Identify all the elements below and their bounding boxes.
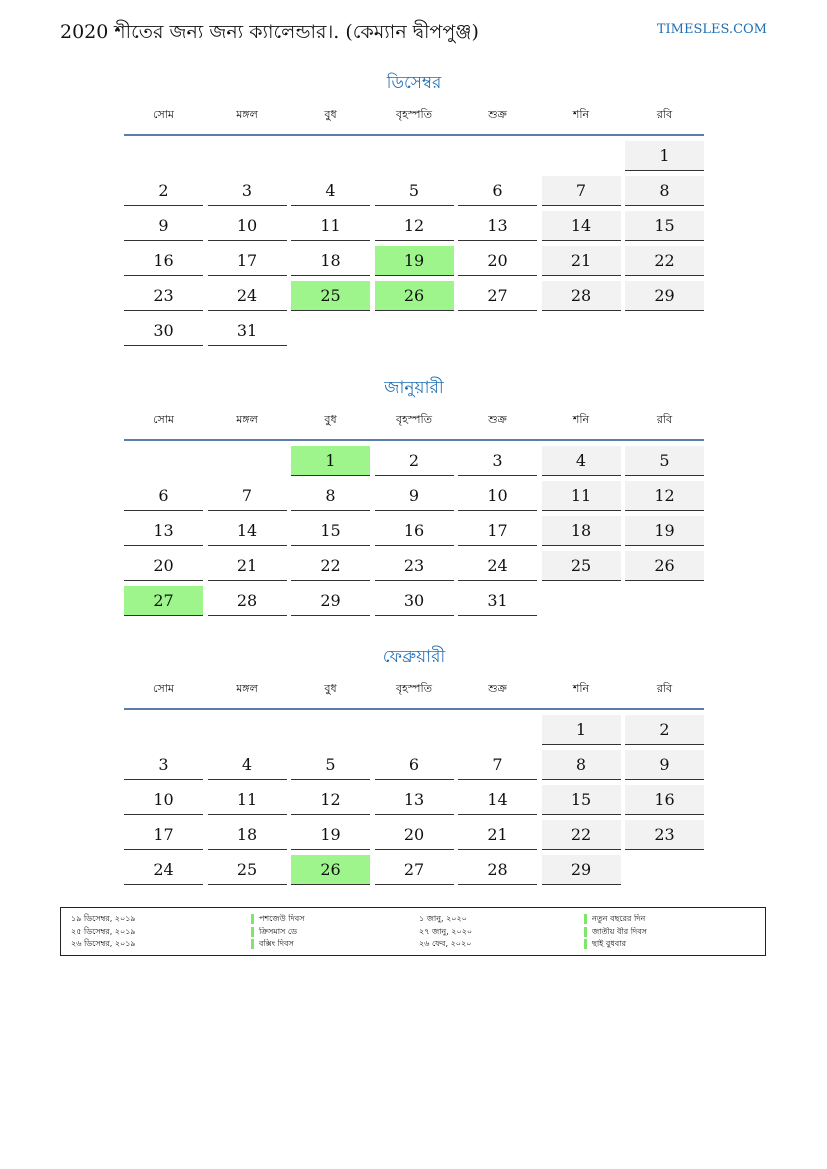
day-cell: 24 [458, 551, 537, 581]
weekday-label: রবি [656, 108, 673, 121]
legend-holiday-name: জাতীয় বীর দিবস [584, 927, 774, 937]
weekday-label: শনি [572, 108, 590, 121]
day-cell: 16 [625, 785, 704, 815]
weekday-header [124, 680, 704, 710]
holiday-day-cell: 19 [375, 246, 454, 276]
day-cell: 10 [124, 785, 203, 815]
empty-cell [208, 141, 287, 171]
weekday-label: রবি [656, 413, 673, 426]
holiday-day-cell: 26 [375, 281, 454, 311]
day-cell: 29 [625, 281, 704, 311]
weekday-label: শনি [572, 682, 590, 695]
holiday-day-cell: 26 [291, 855, 370, 885]
empty-cell [124, 141, 203, 171]
weekday-label: মঙ্গল [236, 413, 258, 426]
legend-holiday-name: বক্সিং দিবস [251, 939, 419, 949]
day-cell: 4 [542, 446, 621, 476]
weekday-label: বৃহস্পতি [396, 682, 432, 695]
empty-cell [291, 141, 370, 171]
day-cell: 7 [458, 750, 537, 780]
empty-cell [542, 141, 621, 171]
weekday-label: বৃহস্পতি [396, 108, 432, 121]
day-cell: 30 [375, 586, 454, 616]
empty-cell [208, 715, 287, 745]
day-cell: 17 [124, 820, 203, 850]
weekday-label: রবি [656, 682, 673, 695]
day-cell: 20 [375, 820, 454, 850]
day-grid [124, 446, 704, 616]
month-december [124, 70, 704, 346]
day-cell: 28 [208, 586, 287, 616]
day-cell: 16 [124, 246, 203, 276]
weekday-label: সোম [152, 108, 175, 121]
day-cell: 31 [458, 586, 537, 616]
day-cell: 15 [625, 211, 704, 241]
day-cell: 5 [291, 750, 370, 780]
month-title: ফেব্রুয়ারী [382, 647, 446, 667]
day-cell: 29 [291, 586, 370, 616]
day-cell: 21 [458, 820, 537, 850]
day-cell: 19 [625, 516, 704, 546]
day-cell: 28 [458, 855, 537, 885]
day-cell: 7 [208, 481, 287, 511]
day-cell: 22 [291, 551, 370, 581]
day-cell: 10 [458, 481, 537, 511]
weekday-label: বুধ [324, 413, 337, 426]
day-cell: 15 [542, 785, 621, 815]
day-cell: 1 [625, 141, 704, 171]
day-cell: 12 [375, 211, 454, 241]
weekday-label: সোম [152, 413, 175, 426]
day-cell: 25 [208, 855, 287, 885]
day-grid [124, 715, 704, 885]
day-cell: 13 [375, 785, 454, 815]
weekday-label: মঙ্গল [236, 108, 258, 121]
day-cell: 28 [542, 281, 621, 311]
weekday-label: শুক্র [488, 682, 507, 695]
day-cell: 2 [375, 446, 454, 476]
holiday-day-cell: 27 [124, 586, 203, 616]
day-cell: 7 [542, 176, 621, 206]
day-cell: 3 [458, 446, 537, 476]
day-cell: 26 [625, 551, 704, 581]
legend-date: ২৬ ফেব, ২০২০ [419, 939, 472, 948]
day-cell: 17 [458, 516, 537, 546]
weekday-label: বুধ [324, 108, 337, 121]
day-cell: 21 [208, 551, 287, 581]
day-cell: 4 [208, 750, 287, 780]
day-cell: 5 [375, 176, 454, 206]
empty-cell [458, 715, 537, 745]
month-title: ডিসেম্বর [386, 73, 442, 93]
weekday-label: শুক্র [488, 413, 507, 426]
weekday-label: সোম [152, 682, 175, 695]
day-cell: 12 [625, 481, 704, 511]
day-cell: 11 [291, 211, 370, 241]
month-february [124, 644, 704, 885]
empty-cell [124, 715, 203, 745]
weekday-label: বৃহস্পতি [396, 413, 432, 426]
day-cell: 29 [542, 855, 621, 885]
legend-holiday-name: পশজেউ দিবস [251, 914, 419, 924]
legend-date: ২৫ ডিসেম্বর, ২০১৯ [71, 926, 136, 936]
day-cell: 20 [458, 246, 537, 276]
weekday-label: শুক্র [488, 108, 507, 121]
day-cell: 3 [124, 750, 203, 780]
day-cell: 14 [542, 211, 621, 241]
month-january [124, 375, 704, 616]
day-cell: 9 [625, 750, 704, 780]
day-cell: 27 [458, 281, 537, 311]
day-cell: 25 [542, 551, 621, 581]
day-cell: 31 [208, 316, 287, 346]
holiday-day-cell: 1 [291, 446, 370, 476]
day-cell: 10 [208, 211, 287, 241]
weekday-header [124, 106, 704, 136]
empty-cell [208, 446, 287, 476]
day-cell: 23 [375, 551, 454, 581]
day-cell: 6 [375, 750, 454, 780]
empty-cell [375, 715, 454, 745]
day-cell: 11 [208, 785, 287, 815]
weekday-label: বুধ [324, 682, 337, 695]
day-cell: 20 [124, 551, 203, 581]
holiday-legend [60, 907, 766, 956]
empty-cell [124, 446, 203, 476]
day-cell: 14 [208, 516, 287, 546]
day-cell: 22 [625, 246, 704, 276]
day-cell: 23 [625, 820, 704, 850]
legend-holiday-name: ছাই বুধবার [584, 939, 774, 949]
legend-date: ২৭ জানু, ২০২০ [419, 926, 473, 936]
legend-date: ২৬ ডিসেম্বর, ২০১৯ [71, 939, 136, 948]
day-cell: 24 [208, 281, 287, 311]
day-cell: 15 [291, 516, 370, 546]
day-cell: 9 [375, 481, 454, 511]
day-cell: 27 [375, 855, 454, 885]
day-cell: 8 [291, 481, 370, 511]
empty-cell [375, 141, 454, 171]
day-cell: 2 [625, 715, 704, 745]
day-cell: 3 [208, 176, 287, 206]
day-cell: 13 [124, 516, 203, 546]
empty-cell [291, 715, 370, 745]
day-cell: 9 [124, 211, 203, 241]
day-cell: 13 [458, 211, 537, 241]
empty-cell [458, 141, 537, 171]
day-cell: 12 [291, 785, 370, 815]
day-cell: 22 [542, 820, 621, 850]
day-cell: 11 [542, 481, 621, 511]
holiday-day-cell: 25 [291, 281, 370, 311]
site-link[interactable]: TIMESLES.COM [656, 22, 767, 37]
day-cell: 5 [625, 446, 704, 476]
legend-date: ১৯ ডিসেম্বর, ২০১৯ [71, 914, 136, 923]
page-title: 2020 শীতের জন্য জন্য ক্যালেন্ডার।. (কেম্যান দ্বীপপুঞ্জ) [60, 21, 479, 43]
day-cell: 18 [208, 820, 287, 850]
day-cell: 16 [375, 516, 454, 546]
day-cell: 24 [124, 855, 203, 885]
weekday-label: শনি [572, 413, 590, 426]
day-cell: 30 [124, 316, 203, 346]
day-cell: 19 [291, 820, 370, 850]
day-cell: 8 [625, 176, 704, 206]
day-cell: 6 [124, 481, 203, 511]
legend-holiday-name: নতুন বছরের দিন [584, 914, 774, 924]
day-cell: 18 [542, 516, 621, 546]
day-cell: 23 [124, 281, 203, 311]
month-title: জানুয়ারী [384, 378, 444, 398]
day-cell: 6 [458, 176, 537, 206]
weekday-header [124, 411, 704, 441]
legend-date: ১ জানু, ২০২০ [419, 914, 467, 923]
day-cell: 8 [542, 750, 621, 780]
day-cell: 17 [208, 246, 287, 276]
day-cell: 14 [458, 785, 537, 815]
legend-holiday-name: ক্রিসমাস ডে [251, 927, 419, 937]
day-cell: 4 [291, 176, 370, 206]
day-cell: 21 [542, 246, 621, 276]
day-grid [124, 141, 704, 346]
day-cell: 2 [124, 176, 203, 206]
day-cell: 18 [291, 246, 370, 276]
weekday-label: মঙ্গল [236, 682, 258, 695]
day-cell: 1 [542, 715, 621, 745]
